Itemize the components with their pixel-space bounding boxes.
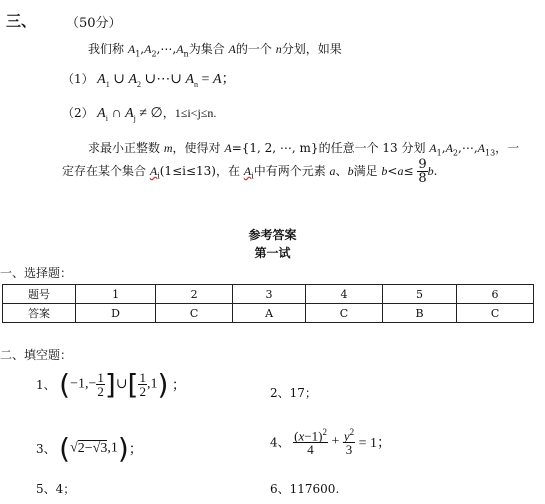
table-cell: C	[156, 304, 233, 323]
fill-answer-3: 3、 (√2−√3,1)；	[36, 432, 143, 465]
fill-answer-1: 1、 (−1,− $\frac{1}{2}$ ]∪[ $\frac{1}{2}$ ,1) ；	[36, 368, 186, 401]
table-header-cell: 题号	[3, 285, 76, 304]
fraction-nine-eighths: $\frac{9}{8}$	[418, 157, 427, 186]
fill-answer-4: 4、 $\frac{(x-1)^2}{4}$ + $\frac{y^2}{3}$ = 1；	[270, 427, 392, 458]
table-cell: C	[306, 304, 383, 323]
table-cell: A	[233, 304, 306, 323]
fill-answer-2: 2、17；	[270, 386, 317, 400]
condition-1: （1） $A_1$ ∪ $A_2$ ∪⋯∪ $A_n = A$；	[62, 72, 236, 89]
table-cell: 1	[76, 285, 156, 304]
answer-table	[2, 284, 534, 323]
table-cell: 6	[457, 285, 534, 304]
table-cell: D	[76, 304, 156, 323]
problem-line5: 定存在某个集合 $A_i(1\le i\le 13)$，在 $A_i$中有两个元素 a、b满足 b<a≤ $\frac{9}{8}$ b.	[62, 157, 438, 186]
table-cell: 3	[233, 285, 306, 304]
condition-2: （2） $A_i$ ∩ $A_j$ ≠ ∅，1≤i<j≤n.	[62, 106, 217, 123]
section-points: （50分）	[66, 16, 122, 31]
section-fill-title: 二、填空题：	[0, 348, 73, 362]
problem-line1: 我们称 $A_1,A_2,\cdots,A_n$为集合 A的一个 n分划，如果	[88, 42, 342, 59]
table-cell: B	[382, 304, 456, 323]
problem-line4: 求最小正整数 m，使得对 A={1, 2, ⋯, m}的任意一个 13 分划 $A_1,A_2,\cdots,A_{13}$，一	[88, 141, 520, 158]
table-cell: C	[457, 304, 534, 323]
answers-title: 参考答案	[248, 228, 297, 242]
table-cell: 2	[156, 285, 233, 304]
fill-answer-6: 6、117600.	[270, 482, 340, 496]
table-cell: 5	[382, 285, 456, 304]
section-choice-title: 一、选择题：	[0, 266, 73, 280]
section-number: 三、	[6, 12, 37, 30]
table-header-cell: 答案	[3, 304, 76, 323]
table-row	[3, 304, 534, 323]
fill-answer-5: 5、4；	[36, 482, 76, 496]
table-cell: 4	[306, 285, 383, 304]
table-row	[3, 285, 534, 304]
answers-subtitle: 第一试	[254, 246, 291, 260]
